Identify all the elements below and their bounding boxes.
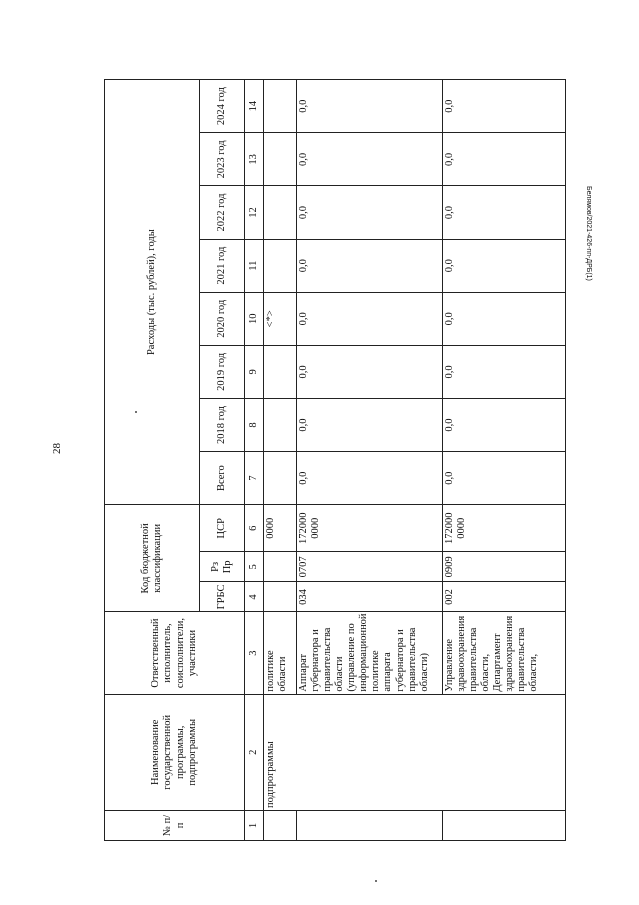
cell-value <box>264 133 297 186</box>
cell-rzpr: 0707 <box>297 552 443 582</box>
cell-value <box>264 345 297 398</box>
cell-value: 0,0 <box>443 186 566 239</box>
cell-executor: Управление здравоохранения правительства области, Департамент здравоохранения правительства области, <box>443 612 566 694</box>
cell-value: 0,0 <box>297 292 443 345</box>
cell-value <box>264 239 297 292</box>
column-number: 5 <box>245 552 264 582</box>
cell-value: 0,0 <box>443 80 566 133</box>
header-budget-code: Код бюджетной классификации <box>105 505 200 612</box>
cell-value: 0,0 <box>443 398 566 451</box>
cell-value: 0,0 <box>297 345 443 398</box>
column-number: 13 <box>245 133 264 186</box>
header-expenses: Расходы (тыс. рублей), годы <box>105 80 200 505</box>
cell-value: 0,0 <box>297 186 443 239</box>
cell-num <box>264 810 297 840</box>
column-number: 7 <box>245 452 264 505</box>
column-number: 11 <box>245 239 264 292</box>
column-number: 12 <box>245 186 264 239</box>
header-total: Всего <box>200 452 245 505</box>
column-number: 3 <box>245 612 264 694</box>
header-num: № п/п <box>105 810 245 840</box>
cell-value: 0,0 <box>443 133 566 186</box>
cell-name: подпрограммы <box>264 694 566 810</box>
cell-rzpr: 0909 <box>443 552 566 582</box>
cell-executor: Аппарат губернатора и правительства области (управление по информационной политике аппарата губернатора и правительства области) <box>297 612 443 694</box>
rotated-table-container <box>104 79 561 841</box>
header-year: 2024 год <box>200 80 245 133</box>
column-number: 8 <box>245 398 264 451</box>
scan-speck <box>375 880 377 882</box>
budget-table <box>104 79 566 841</box>
header-year: 2021 год <box>200 239 245 292</box>
header-grbs: ГРБС <box>200 582 245 612</box>
cell-value: 0,0 <box>443 239 566 292</box>
table-row <box>264 80 297 841</box>
header-year: 2020 год <box>200 292 245 345</box>
cell-value: 0,0 <box>297 398 443 451</box>
column-number: 14 <box>245 80 264 133</box>
cell-value: 0,0 <box>443 345 566 398</box>
header-row-1 <box>105 80 200 841</box>
column-number-row <box>245 80 264 841</box>
cell-num <box>443 810 566 840</box>
cell-total: 0,0 <box>443 452 566 505</box>
column-number: 1 <box>245 810 264 840</box>
header-rzpr: Рз Пр <box>200 552 245 582</box>
cell-value: 0,0 <box>297 80 443 133</box>
cell-grbs: 002 <box>443 582 566 612</box>
cell-grbs <box>264 582 297 612</box>
column-number: 10 <box>245 292 264 345</box>
cell-value: <*> <box>264 292 297 345</box>
page-number: 28 <box>51 443 63 454</box>
cell-csr: 172000 0000 <box>443 505 566 552</box>
cell-executor: политике области <box>264 612 297 694</box>
header-year: 2019 год <box>200 345 245 398</box>
header-year: 2022 год <box>200 186 245 239</box>
cell-csr: 0000 <box>264 505 297 552</box>
column-number: 2 <box>245 694 264 810</box>
cell-total <box>264 452 297 505</box>
column-number: 6 <box>245 505 264 552</box>
cell-grbs: 034 <box>297 582 443 612</box>
column-number: 9 <box>245 345 264 398</box>
cell-value: 0,0 <box>443 292 566 345</box>
cell-value <box>264 186 297 239</box>
cell-value <box>264 398 297 451</box>
header-csr: ЦСР <box>200 505 245 552</box>
cell-value: 0,0 <box>297 239 443 292</box>
header-executor: Ответственный исполнитель, соисполнители, участники <box>105 612 245 694</box>
cell-value <box>264 80 297 133</box>
header-name: Наименование государственной программы, подпрограммы <box>105 694 245 810</box>
header-year: 2023 год <box>200 133 245 186</box>
cell-total: 0,0 <box>297 452 443 505</box>
cell-num <box>297 810 443 840</box>
cell-csr: 172000 0000 <box>297 505 443 552</box>
cell-value: 0,0 <box>297 133 443 186</box>
header-year: 2018 год <box>200 398 245 451</box>
document-side-note: Белямов/2021-426-пп-ДРБ(1) <box>585 186 592 281</box>
column-number: 4 <box>245 582 264 612</box>
cell-rzpr <box>264 552 297 582</box>
